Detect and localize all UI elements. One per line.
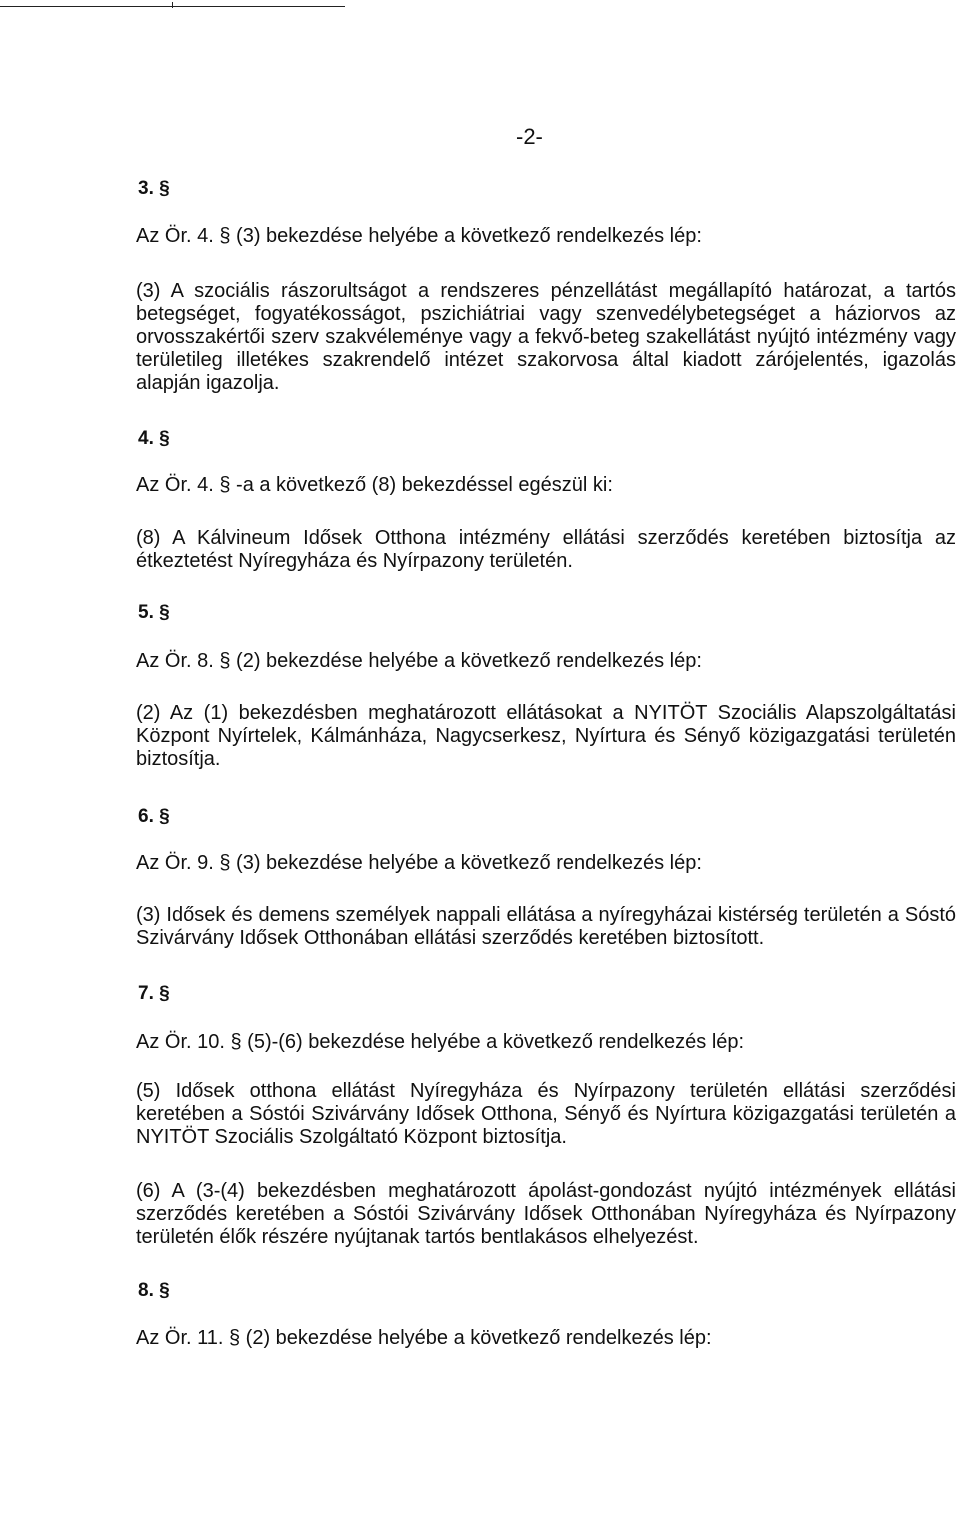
section-intro-3: Az Ör. 4. § (3) bekezdése helyébe a következő rendelkezés lép: [136, 225, 702, 247]
section-intro-7: Az Ör. 10. § (5)-(6) bekezdése helyébe a következő rendelkezés lép: [136, 1031, 745, 1053]
section-intro-5: Az Ör. 8. § (2) bekezdése helyébe a következő rendelkezés lép: [136, 650, 702, 672]
section-heading-3: 3. § [138, 178, 170, 199]
section-paragraph-4-1: (8) A Kálvineum Idősek Otthona intézmény ellátási szerződés keretében biztosítja az étkeztetést Nyíregyháza és Nyírpazony területén. [136, 527, 956, 572]
page-number: -2- [516, 124, 543, 149]
section-paragraph-7-1: (5) Idősek otthona ellátást Nyíregyháza és Nyírpazony területén ellátási szerződési keretében a Sóstói Szivárvány Idősek Otthona, Sényő és Nyírtura közigazgatási területén a NYITÖT Szociális Szolgáltató Központ biztosítja. [136, 1080, 956, 1148]
section-heading-4: 4. § [138, 428, 170, 449]
section-paragraph-5-1: (2) Az (1) bekezdésben meghatározott ellátásokat a NYITÖT Szociális Alapszolgáltatási Központ Nyírtelek, Kálmánháza, Nagycserkesz, Nyírtura és Sényő közigazgatási területén biztosítja. [136, 702, 956, 770]
section-heading-8: 8. § [138, 1280, 170, 1301]
section-paragraph-7-2: (6) A (3-(4) bekezdésben meghatározott ápolást-gondozást nyújtó intézmények ellátási szerződés keretében a Sóstói Szivárvány Idősek Otthonában Nyíregyháza és Nyírpazony területén élők részére nyújtanak tartós bentlakásos elhelyezést. [136, 1180, 956, 1248]
section-paragraph-3-1: (3) A szociális rászorultságot a rendszeres pénzellátást megállapító határozat, a tartós betegséget, fogyatékosságot, pszichiátriai vagy szenvedélybetegséget a háziorvos az orvosszakértői szerv szakvéleménye vagy a fekvő-beteg szakellátást nyújtó intézmény vagy területileg illetékes szakrendelő intézet szakorvosa által kiadott zárójelentés, igazolás alapján igazolja. [136, 280, 956, 394]
section-heading-7: 7. § [138, 983, 170, 1004]
section-intro-6: Az Ör. 9. § (3) bekezdése helyébe a következő rendelkezés lép: [136, 852, 702, 874]
section-intro-4: Az Ör. 4. § -a a következő (8) bekezdéssel egészül ki: [136, 474, 613, 496]
section-heading-6: 6. § [138, 806, 170, 827]
section-paragraph-6-1: (3) Idősek és demens személyek nappali ellátása a nyíregyházai kistérség területén a Sóstó Szivárvány Idősek Otthonában ellátási szerződés keretében biztosított. [136, 904, 956, 949]
section-heading-5: 5. § [138, 602, 170, 623]
top-tick [172, 2, 173, 8]
section-intro-8: Az Ör. 11. § (2) bekezdése helyébe a következő rendelkezés lép: [136, 1327, 712, 1349]
